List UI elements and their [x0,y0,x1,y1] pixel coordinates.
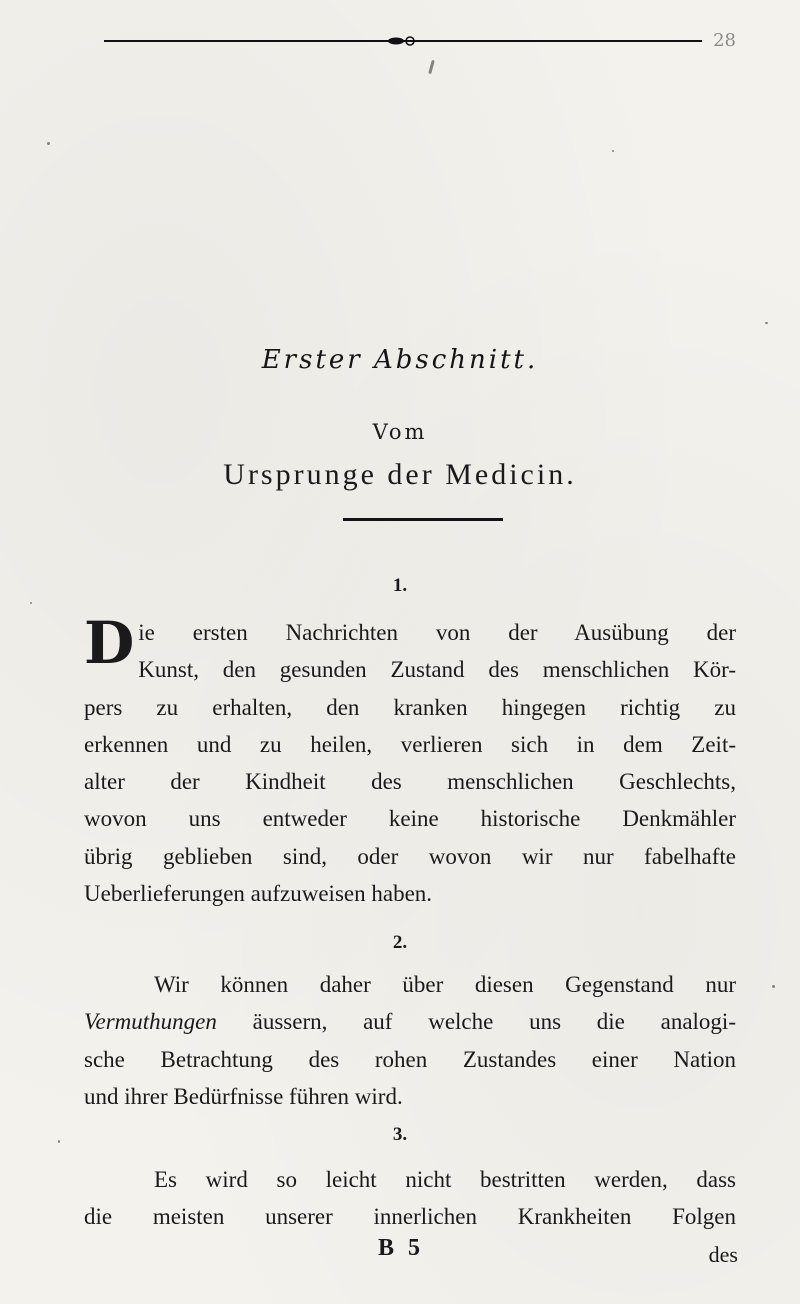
text-span: äussern, auf welche uns die analogi- [216,1009,736,1035]
text-line: Es wird so leicht nicht bestritten werden, dass [154,1167,736,1192]
text-line: pers zu erhalten, den kranken hingegen richtig zu [84,694,736,720]
paragraph-number: 1. [392,575,408,596]
paper-speckle [772,985,775,988]
text-line: erkennen und zu heilen, verlieren sich in dem Zeit- [84,731,736,757]
text-line: Kunst, den gesunden Zustand des menschlichen Kör- [138,657,736,683]
drop-cap: D [84,609,135,677]
text-line: ie ersten Nachrichten von der Ausübung der [138,620,736,645]
page-number: 28 [713,30,736,51]
text-line: und ihrer Bedürfnisse führen wird. [84,1083,403,1109]
title-preposition: Vom [372,420,428,444]
text-line: sche Betrachtung des rohen Zustandes einer Nation [84,1046,736,1072]
paper-speckle [30,602,32,604]
signature-mark: B 5 [378,1235,425,1261]
emphasis: Vermuthungen [84,1009,217,1035]
catchword: des [708,1242,738,1267]
title-rule [343,518,503,521]
paragraph-1 [84,609,736,912]
paper-speckle [612,150,614,152]
paragraph-2 [84,966,736,1115]
chapter-title: Ursprunge der Medicin. [223,458,577,491]
header-ornament-rule [104,34,702,48]
paragraph-number: 2. [392,932,408,953]
text-line: wovon uns entweder keine historische Denkmähler [84,806,736,832]
section-heading: Erster Abschnitt. [261,345,539,375]
text-line: Wir können daher über diesen Gegenstand nur [154,972,736,997]
paragraph-number: 3. [392,1124,408,1145]
text-line: Ueberlieferungen aufzuweisen haben. [84,881,433,907]
ornament-knot-icon [386,36,420,46]
paragraph-3 [84,1161,736,1236]
text-line: alter der Kindheit des menschlichen Geschlechts, [84,769,736,795]
text-line: übrig geblieben sind, oder wovon wir nur fabelhafte [84,843,736,869]
paper-speckle [428,60,435,74]
paper-speckle [765,322,768,324]
text-line: die meisten unserer innerlichen Krankheiten Folgen [84,1204,736,1230]
text-line [84,1003,736,1040]
paper-speckle [47,142,50,145]
